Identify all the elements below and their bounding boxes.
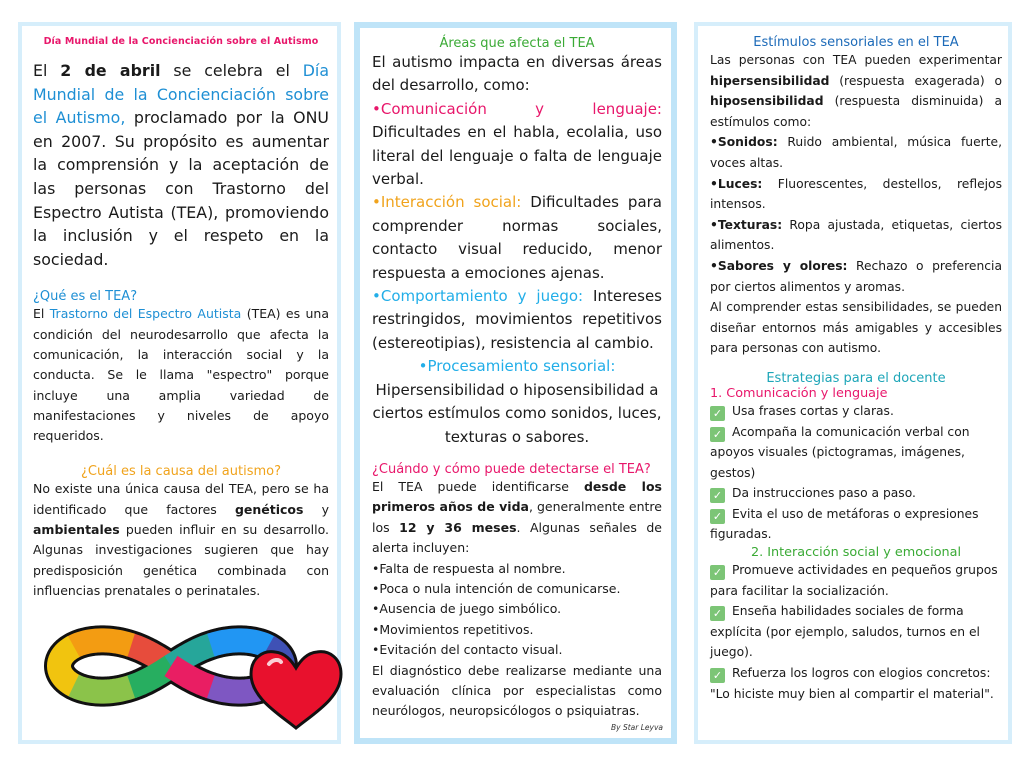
- day-name-highlight: Día Mundial de la Concienciación sobre el Autismo,: [33, 61, 329, 128]
- subheading-social: 2. Interacción social y emocional: [750, 545, 962, 561]
- list-item: ✓ Promueve actividades en pequeños grupos para facilitar la socialización.: [710, 563, 998, 598]
- checkmark-icon: ✓: [710, 565, 725, 580]
- list-item: ✓ Da instrucciones paso a paso.: [710, 483, 1002, 504]
- heading-areas: Áreas que afecta el TEA: [439, 36, 595, 51]
- infinity-segment: [211, 640, 271, 647]
- areas-intro: El autismo impacta en diversas áreas del desarrollo, como:: [372, 53, 662, 95]
- rainbow-infinity-symbol: [59, 640, 283, 691]
- detection-text: El TEA puede identificarse desde los primeros años de vida, generalmente entre los 12 y 36 meses. Algunas señales de alerta incluyen:: [372, 478, 662, 556]
- list-item: ✓ Enseña habilidades sociales de forma explícita (por ejemplo, saludos, turnos en el juego).: [710, 604, 980, 660]
- list-item: •Poca o nula intención de comunicarse.: [372, 580, 621, 596]
- list-item: •Falta de respuesta al nombre.: [372, 560, 566, 576]
- heading-what-is-tea: ¿Qué es el TEA?: [33, 289, 138, 305]
- checkmark-icon: ✓: [710, 427, 725, 442]
- list-item: ✓ Evita el uso de metáforas o expresiones figuradas.: [710, 506, 979, 542]
- checkmark-icon: ✓: [710, 509, 725, 524]
- heading-cause: ¿Cuál es la causa del autismo?: [81, 464, 281, 480]
- sensory-closing: Al comprender estas sensibilidades, se pueden diseñar entornos más amigables y accesibles para personas con autismo.: [710, 300, 1002, 356]
- panel1-intro: El 2 de abril se celebra el Día Mundial de la Concienciación sobre el Autismo, proclamado por la ONU en 2007. Su propósito es aumentar la comprensión y la aceptación de las personas con Trastorno del Espectro Autista (TEA), promoviendo la inclusión y el respeto en la sociedad.: [33, 61, 330, 269]
- heading-strategies: Estrategias para el docente: [766, 370, 946, 386]
- list-item: ✓ Usa frases cortas y claras.: [710, 401, 1002, 422]
- area-communication: •Comunicación y lenguaje: Dificultades en el habla, ecolalia, uso literal del lenguaje o falta de lenguaje verbal.: [372, 99, 662, 189]
- list-item: ✓ Refuerza los logros con elogios concretos: "Lo hiciste muy bien al compartir el material".: [710, 666, 994, 701]
- author-signature: By Star Leyva: [611, 723, 663, 732]
- what-is-tea-text: El Trastorno del Espectro Autista (TEA) es una condición del neurodesarrollo que afecta la comunicación, la interacción social y la conducta. Se le llama "espectro" porque incluye una amplia variedad de manifestaciones y niveles de apoyo requeridos.: [33, 306, 329, 444]
- list-item: ✓ Acompaña la comunicación verbal con apoyos visuales (pictogramas, imágenes, gestos): [710, 424, 970, 480]
- cause-text: No existe una única causa del TEA, pero se ha identificado que factores genéticos y ambientales pueden influir en su desarrollo. Algunas investigaciones sugieren que hay predisposición genética combinada con influencias prenatales o perinatales.: [33, 481, 330, 598]
- tea-highlight: Trastorno del Espectro Autista (TEA),: [33, 178, 329, 222]
- area-social: •Interacción social: Dificultades para comprender normas sociales, contacto visual reducido, menor respuesta a emociones ajenas.: [372, 193, 662, 282]
- area-behavior: •Comportamiento y juego: Intereses restringidos, movimientos repetitivos (estereotipias), resistencia al cambio.: [372, 287, 662, 352]
- diagnosis-text: El diagnóstico debe realizarse mediante una evaluación clínica por especialistas como neurólogos, neuropsicólogos o psiquiatras.: [372, 662, 662, 719]
- stimulus-lights: •Luces: Fluorescentes, destellos, reflejos intensos.: [710, 176, 1002, 212]
- strategy-list-social: [710, 560, 1002, 704]
- heading-detection: ¿Cuándo y cómo puede detectarse el TEA?: [372, 461, 651, 477]
- list-item: •Movimientos repetitivos.: [372, 621, 534, 637]
- area-sensory-label: •Procesamiento sensorial:: [418, 357, 616, 376]
- infinity-segment: [74, 685, 133, 691]
- list-item: •Ausencia de juego simbólico.: [372, 601, 562, 617]
- infinity-heart-illustration: [23, 604, 343, 734]
- checkmark-icon: ✓: [710, 606, 725, 621]
- area-sensory-text: Hipersensibilidad o hiposensibilidad a ciertos estímulos como sonidos, luces, texturas o sabores.: [372, 380, 662, 446]
- warning-signs-list: [372, 559, 662, 661]
- checkmark-icon: ✓: [710, 488, 725, 503]
- stimulus-sounds: •Sonidos: Ruido ambiental, música fuerte, voces altas.: [710, 135, 1002, 170]
- date-highlight: 2 de abril: [60, 61, 161, 80]
- tea-term: Trastorno del Espectro Autista: [49, 306, 242, 322]
- infinity-segment: [72, 640, 132, 647]
- panel-awareness-day: [18, 22, 341, 744]
- panel1-top-title: Día Mundial de la Concienciación sobre el Autismo: [43, 36, 319, 47]
- list-item: •Evitación del contacto visual.: [372, 642, 563, 658]
- stimulus-textures: •Texturas: Ropa ajustada, etiquetas, ciertos alimentos.: [710, 217, 1002, 253]
- checkmark-icon: ✓: [710, 668, 725, 683]
- panel-sensory-strategies: [694, 22, 1012, 744]
- heading-sensory: Estímulos sensoriales en el TEA: [753, 35, 959, 50]
- stimulus-flavors: •Sabores y olores: Rechazo o preferencia por ciertos alimentos y aromas.: [710, 258, 1002, 294]
- sensory-intro: Las personas con TEA pueden experimentar hipersensibilidad (respuesta exagerada) o hiposensibilidad (respuesta disminuida) a estímulos como:: [710, 53, 1002, 129]
- subheading-communication: 1. Comunicación y lenguaje: [710, 385, 888, 401]
- strategy-list-communication: [710, 401, 1002, 545]
- checkmark-icon: ✓: [710, 406, 725, 421]
- panel-areas-affected: [354, 22, 677, 744]
